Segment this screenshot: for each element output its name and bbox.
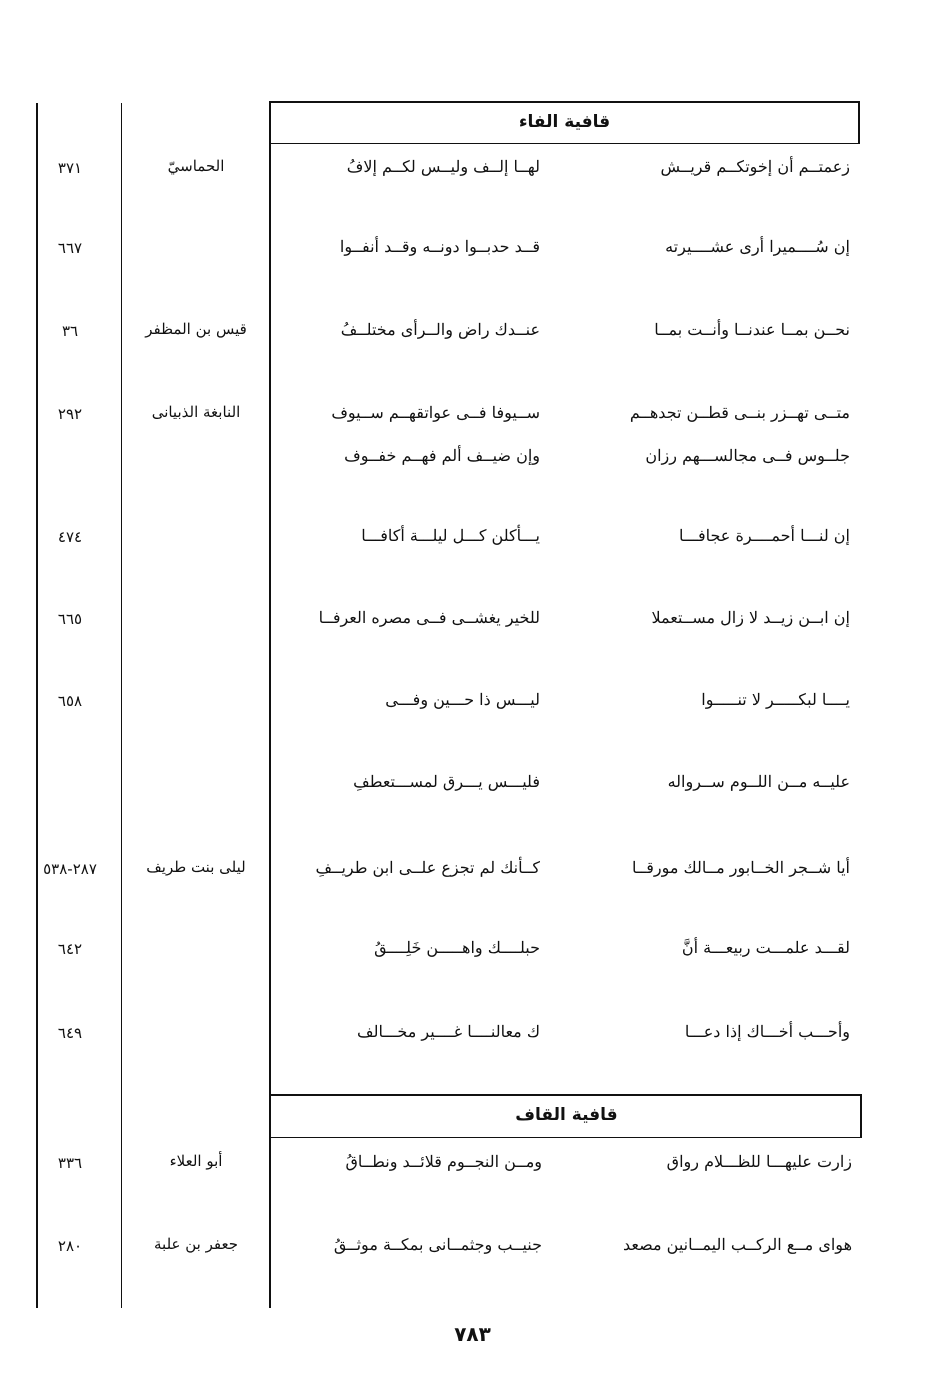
verse-first-hemistich: هواى مــع الركــب اليمــانين مصعد <box>623 1235 852 1254</box>
verse-second-hemistich: وإن ضيــف ألم فهــم خفــوف <box>344 446 540 465</box>
verse-first-hemistich: زارت عليهـــا للظـــلام رواق <box>666 1152 852 1171</box>
page-reference: ٢٩٢ <box>57 405 83 423</box>
page-reference: ٣٣٦ <box>57 1154 83 1172</box>
verse-first-hemistich: أيا شــجر الخــابور مــالك مورقــا <box>631 858 850 877</box>
verse-second-hemistich: كــأنك لم تجزع علــى ابن طريــفِ <box>315 858 540 877</box>
section-qaf-top-rule <box>271 1094 862 1096</box>
verse-second-hemistich: ك معالنــــا غــــير مخـــالف <box>357 1022 540 1041</box>
verse-first-hemistich: يــــا لبكـــــر لا تنـــــوا <box>701 690 850 709</box>
section-fa-top-rule <box>269 101 860 103</box>
page-reference: ٢٨٠ <box>57 1237 83 1255</box>
verse-first-hemistich: جلــوس فــى مجالســـهم رزان <box>645 446 850 465</box>
poet-column-rule <box>269 101 271 1308</box>
table-right-rule-lower <box>860 1095 862 1138</box>
section-title-fa: قافية الفاء <box>518 112 611 132</box>
poet-name: جعفر بن علبة <box>154 1235 238 1253</box>
page-reference: ٣٧١ <box>57 159 83 177</box>
page-reference: ٦٤٢ <box>57 940 83 958</box>
verse-second-hemistich: جنيــب وجثمــانى بمكــة موثــقُ <box>333 1235 542 1254</box>
poet-name: أبو العلاء <box>169 1152 223 1170</box>
verse-first-hemistich: إن لنـــا أحمــــرة عجافـــا <box>679 526 850 545</box>
verse-second-hemistich: حبلــــك واهـــــن خَلِــــقُ <box>374 938 540 957</box>
table-right-rule-upper <box>858 101 860 144</box>
page-reference: ٦٤٩ <box>57 1024 83 1042</box>
section-title-qaf: قافية القاف <box>515 1105 618 1125</box>
verse-first-hemistich: إن سُــــميرا أرى عشــــيرته <box>665 237 850 256</box>
page-reference: ٦٥٨ <box>57 692 83 710</box>
verse-second-hemistich: عنــدك راض والــرأى مختلــفُ <box>340 320 540 339</box>
verse-first-hemistich: زعمتــم أن إخوتكــم قريــش <box>660 157 850 176</box>
page-reference: ٢٨٧-٥٣٨ <box>43 860 97 878</box>
poet-name: الحماسيّ <box>167 157 225 175</box>
verse-first-hemistich: عليــه مــن اللــوم ســرواله <box>667 772 850 791</box>
verse-second-hemistich: ســيوفا فــى عواتقهــم ســيوف <box>331 403 540 422</box>
verse-first-hemistich: وأحـــب أخـــاك إذا دعـــا <box>684 1022 850 1041</box>
section-qaf-bottom-rule <box>271 1137 862 1138</box>
page-number: ٧٨٣ <box>454 1322 491 1346</box>
verse-second-hemistich: ليـــس ذا حـــين وفـــى <box>385 690 540 709</box>
verse-second-hemistich: فليـــس يـــرق لمســـتعطفِ <box>353 772 540 791</box>
verse-second-hemistich: قــد حدبــوا دونــه وقــد أنفــوا <box>339 237 540 256</box>
poet-name: النابغة الذبيانى <box>151 403 241 421</box>
verse-first-hemistich: نحــن بمــا عندنــا وأنــت بمــا <box>654 320 850 339</box>
ref-column-rule <box>121 103 122 1308</box>
page-reference: ٦٦٥ <box>57 610 83 628</box>
verse-first-hemistich: متــى تهــزر بنــى قطــن تجدهــم <box>629 403 850 422</box>
section-fa-bottom-rule <box>269 143 860 144</box>
poet-name: ليلى بنت طريف <box>146 858 246 876</box>
verse-second-hemistich: يـــأكلن كـــل ليلـــة أكافـــا <box>361 526 540 545</box>
verse-second-hemistich: لهــا إلــف وليــس لكــم إلافُ <box>346 157 540 176</box>
verse-second-hemistich: ومــن النجــوم قلائــد ونطــاقُ <box>345 1152 542 1171</box>
page-reference: ٦٦٧ <box>57 239 83 257</box>
page-reference: ٣٦ <box>61 322 79 340</box>
verse-first-hemistich: إن ابــن زيــد لا زال مســتعملا <box>651 608 850 627</box>
poet-name: قيس بن المظفر <box>145 320 247 338</box>
page-reference: ٤٧٤ <box>57 528 83 546</box>
verse-second-hemistich: للخير يغشــى فــى مصره العرفــا <box>318 608 540 627</box>
verse-first-hemistich: لقـــد علمـــت ربيعـــة أنَّ <box>681 938 850 957</box>
